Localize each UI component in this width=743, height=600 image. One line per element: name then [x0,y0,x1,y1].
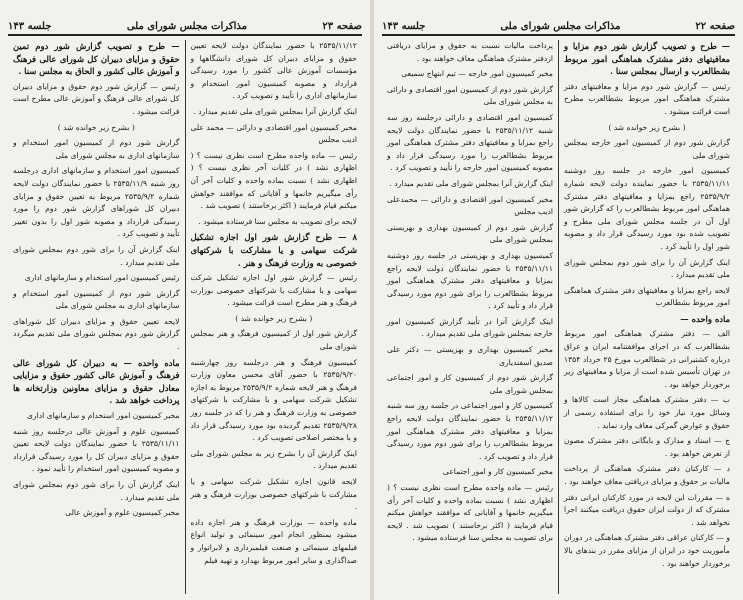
paragraph: ب — دفتر مشترک هماهنگی مجاز است کالاها و وسائل مورد نیاز خود را برای استفاده رسمی از حقوق و عوارض گمرکی معاف وارد نماید . [564,395,730,430]
paragraph: ماده واحده — [680,313,730,324]
paragraph: — طرح و تصویب گزارش شور دوم مزایا و معافیتهای دفتر مشترک هماهنگی امور مربوط بشطالعرب و ارسال بمجلس سنا . [564,41,730,77]
paragraph: پرداخت مالیات نسبت به حقوق و مزایای دریافتی ازدفتر مشترک هماهنگی معاف خواهند بود . [387,41,553,63]
paragraph: رئیس — ماده واحده مطرح است نظری نیست ؟ ( اظهاری نشد ) در کلیات آخر نظری نیست ؟ ( اظهاری نشد ) نسبت بماده واحده و کلیات آخر آن رأی میگیریم خانمها و آقایانی که موافقند خواهش میکنم قیام فرمایند ( اکثر برخاستند ) تصویب شد . [190,150,357,211]
text-column [559,40,735,594]
paragraph: ۲۵۳۵/۱۱/۱۲ با حضور نمایندگان دولت لایحه تعیین حقوق و مزایای دبیران کل شورای دانشگاهها و مؤسسات آموزش عالی کشور را مورد رسیدگی قرارداد و مصوبه کمیسیون امور استخدام و سازمانهای اداری را تأیید و تصویب کرد . [190,41,357,101]
journal-title: مذاکرات مجلس شورای ملی [500,21,621,32]
paragraph: مخبر کمیسیون امور اقتصادی و دارائی — محمد علی ادیب مجلس [190,122,357,145]
paragraph: رئیس کمیسیون امور استخدام و سازمانهای اداری [24,273,180,283]
paragraph: کمیسیون فرهنگ و هنر درجلسه روز چهارشنبه ۲۵۳۵/۹/۲۰ با حضور آقای محسن معاون وزارت فرهنگ و هنر لایحه شماره ۲۵۳۵/۹/۲ مربوط به اجازه تشکیل شرکت سهامی و یا مشارکت با شرکتهای خصوصی به وزارت فرهنگ و هنر را که در جلسه روز ۲۵۳۵/۹/۲۸ تقدیم گردیده بود مورد رسیدگی قرار داد و با مختصر اصلاحی تصویب کرد . [190,357,357,443]
paragraph: الف — دفتر مشترک هماهنگی امور مربوط بشطالعرب که در اجرای موافقتنامه ایران و عراق درباره کشتیرانی در شطالعرب مورخ ۲۵ خرداد ۱۳۵۴ در تهران تأسیس شده است از مزایا و معافیتهای زیر برخوردار خواهد بود . [564,329,730,389]
paragraph: گزارش شور دوم از کمیسیون امور اقتصادی و دارائی به مجلس شورای ملی [387,84,553,107]
paragraph: د — کارکنان دفتر مشترک هماهنگی از پرداخت مالیات بر حقوق و مزایای دریافتی معاف خواهند بود . [564,464,730,486]
session-number: جلسه ۱۴۳ [8,21,52,32]
paragraph: ( بشرح زیر خوانده شد ) [57,122,135,132]
journal-title: مذاکرات مجلس شورای ملی [126,21,247,32]
paragraph: گزارش شور دوم از کمیسیون امور استخدام و سازمانهای اداری به مجلس شورای ملی [13,288,180,311]
paragraph: کمیسیون امور اقتصادی و دارائی درجلسه روز سه شنبه ۲۵۳۵/۱۱/۱۲ با حضور نمایندگان دولت لایحه راجع بمزایا و معافیتهای دفتر مشترک هماهنگی امور مربوط بشطالعرب را مورد رسیدگی قرار داد و مصوبه کمیسیون امور خارجه را تأیید و تصویب کرد . [387,112,553,173]
paragraph: مخبر کمیسیون علوم و آموزش عالی [65,508,180,518]
left-page [0,0,370,600]
paragraph: ماده واحده — به دبیران کل شورای عالی فرهنگ و آموزش عالی کشور حقوق و مزایایی معادل حقوق و مزایای معاونین وزارتخانه ها پرداخت خواهد شد . [13,357,180,406]
paragraph: لایحه قانون اجازه تشکیل شرکت سهامی و یا مشارکت با شرکتهای خصوصی بوزارت فرهنگ و هنر . [190,477,357,512]
paragraph: ماده واحده — بوزارت فرهنگ و هنر اجازه داده میشود بمنظور انجام امور سینمائی و تولید انواع فیلمهای سینمائی و صنعت فیلمبرداری و لابراتوار و صداگذاری و سایر امور مربوط بهدارد و تهیه فیلم [190,517,357,565]
right-page-header [382,10,735,36]
paragraph: و — کارکنان عراقی دفتر مشترک هماهنگی در دوران مأموریت خود در ایران از مزایای مقرر در بندهای بالا برخوردار خواهند بود . [564,533,730,568]
text-column [186,40,363,594]
paragraph: اینک گزارش آنرا بمجلس شورای ملی تقدیم میدارد . [389,178,553,188]
left-page-header [8,10,362,36]
paragraph: ( بشرح زیر خوانده شد ) [608,122,686,132]
paragraph: مخبر کمیسیون بهداری و بهزیستی — دکتر علی صدیق اسفندیاری [387,345,553,367]
left-page-columns [8,40,362,594]
paragraph: گزارش شور دوم از کمیسیون امور استخدام و سازمانهای اداری به مجلس شورای ملی [13,138,180,160]
paragraph: اینک گزارش آن را بشرح زیر به مجلس شورای ملی تقدیم میدارد . [190,448,357,471]
right-page-columns [382,40,735,594]
paragraph: اینک گزارش آن را برای شور دوم بمجلس شورای ملی تقدیم میدارد . [564,257,730,280]
paragraph: کمیسیون امور خارجه در جلسه روز دوشنبه ۲۵۳۵/۱۱/۱۱ با حضور نماینده دولت لایحه شماره ۲۵۳۵/۹/۲ راجع بمزایا و معافیتهای دفتر مشترک هماهنگی امور مربوط بشطالعرب را که گزارش شور اول آن در جلسه مجلس شورای ملی مطرح و تصویب شده بود مورد رسیدگی قرار داد و مصوبه شور اول را تأیید کرد . [564,166,730,251]
text-column [382,40,559,594]
session-number: جلسه ۱۴۳ [382,21,426,32]
paragraph: اینک گزارش آنرا در تأیید گزارش کمیسیون امور خارجه بمجلس شورای ملی تقدیم میدارد . [387,316,553,339]
paragraph: مخبر کمیسیون کار و امور اجتماعی [442,467,553,477]
paragraph: گزارش شور دوم از کمیسیون کار و امور اجتماعی بمجلس شورای ملی [387,373,553,395]
paragraph: مخبر کمیسیون امور اقتصادی و دارائی — محمدعلی ادیب مجلس [387,194,553,217]
paragraph: لایحه راجع بمزایا و معافیتهای دفتر مشترک هماهنگی امور مربوط بشطالعرب [564,285,730,308]
paragraph: گزارش شور دوم از کمیسیون امور خارجه بمجلس شورای ملی [564,138,730,160]
paragraph: کمیسیون امور استخدام و سازمانهای اداری درجلسه روز شنبه ۲۵۳۵/۱۱/۹ با حضور نمایندگان دولت لایحه شماره ۲۵۳۵/۹/۲ مربوط به تعیین حقوق و مزایای دبیران کل شوراهای گزارش شور دوم را مورد رسیدگی قرارداد و مصوبه شور اول را بدون تغییر تأیید و تصویب کرد . [13,166,180,239]
paragraph: اینک گزارش آن را برای شور دوم بمجلس شورای ملی تقدیم میدارد . [13,244,180,267]
paragraph: لایحه تعیین حقوق و مزایای دبیران کل شوراهای گزارش شور دوم بمجلس شورای ملی تقدیم میگردد . [13,316,180,352]
page-number: صفحه ۲۳ [322,21,362,32]
paragraph: رئیس — گزارش شور دوم حقوق و مزایای دبیران کل شورای عالی فرهنگ و آموزش عالی مطرح است قرائت میشود . [13,81,180,116]
paragraph: رئیس — گزارش شور اول اجازه تشکیل شرکت سهامی و یا مشارکت با شرکتهای خصوصی بوزارت فرهنگ و هنر مطرح است قرائت میشود . [190,273,357,308]
paragraph: اینک گزارش آنرا بمجلس شورای ملی تقدیم میدارد . [193,106,357,116]
paragraph: ۸ — طرح گزارش شور اول اجازه تشکیل شرکت سهامی و یا مشارکت با شرکتهای خصوصی به وزارت فرهنگ و هنر . [190,232,357,268]
paragraph: لایحه برای تصویب به مجلس سنا فرستاده میشود . [198,216,357,226]
paragraph: رئیس — ماده واحده مطرح است نظری نیست ؟ ( اظهاری نشد ) نسبت بماده واحده و کلیات آخر رأی میگیریم خانمها و آقایانی که موافقند خواهش میکنم قیام فرمایند ( اکثر برخاستند ) تصویب شد . لایحه برای تصویب به مجلس سنا فرستاده میشود . [387,483,553,543]
paragraph: مخبر کمیسیون امور استخدام و سازمانهای اداری [26,411,180,421]
paragraph: ج — اسناد و مدارک و بایگانی دفتر مشترک مصون از تعرض خواهد بود . [564,436,730,458]
paragraph: اینک گزارش آن را برای شور دوم بمجلس شورای ملی تقدیم میدارد . [13,480,180,502]
paragraph: کمیسیون بهداری و بهزیستی در جلسه روز دوشنبه ۲۵۳۵/۱۱/۱۱ با حضور نمایندگان دولت لایحه راجع بمزایا و معافیتهای دفتر مشترک هماهنگی امور مربوط بشطالعرب را برای شور دوم مورد رسیدگی قرار داد و تأیید کرد . [387,250,553,311]
paragraph: مخبر کمیسیون امور خارجه — تیم ابتهاج سمیعی [401,69,553,79]
page-number: صفحه ۲۲ [695,21,735,32]
paragraph: کمیسیون علوم و آموزش عالی درجلسه روز شنبه ۲۵۳۵/۱۱/۱۱ با حضور نمایندگان دولت لایحه تعیین حقوق و مزایای دبیران کل را مورد رسیدگی قرارداد و مصوبه کمیسیون امور استخدام را تأیید نمود . [13,426,180,474]
text-column [8,40,186,594]
paragraph: گزارش شور دوم از کمیسیون بهداری و بهزیستی بمجلس شورای ملی [387,222,553,245]
paragraph: ( بشرح زیر خوانده شد ) [235,313,313,323]
paragraph: ه — مقررات این لایحه در مورد کارکنان ایرانی دفتر مشترک که از دولت ایران حقوق دریافت میکنند اجرا نخواهد شد . [564,492,730,527]
paragraph: گزارش شور اول از کمیسیون فرهنگ و هنر بمجلس شورای ملی [190,329,357,352]
paragraph: رئیس — گزارش شور دوم مزایا و معافیتهای دفتر مشترک هماهنگی امور مربوط بشطالعرب مطرح است قرائت میشود . [564,81,730,116]
right-page [374,0,743,600]
paragraph: — طرح و تصویب گزارش شور دوم تمین حقوق و مزایای دبیران کل شورای عالی فرهنگ و آموزش عالی کشور و الحاق به مجلس سنا . [13,41,180,77]
paragraph: کمیسیون کار و امور اجتماعی در جلسه روز سه شنبه ۲۵۳۵/۱۱/۱۲ با حضور نمایندگان دولت لایحه راجع بمزایا و معافیتهای دفتر مشترک هماهنگی امور مربوط بشطالعرب را برای شور دوم مورد رسیدگی قرار داد و تصویب کرد . [387,401,553,461]
